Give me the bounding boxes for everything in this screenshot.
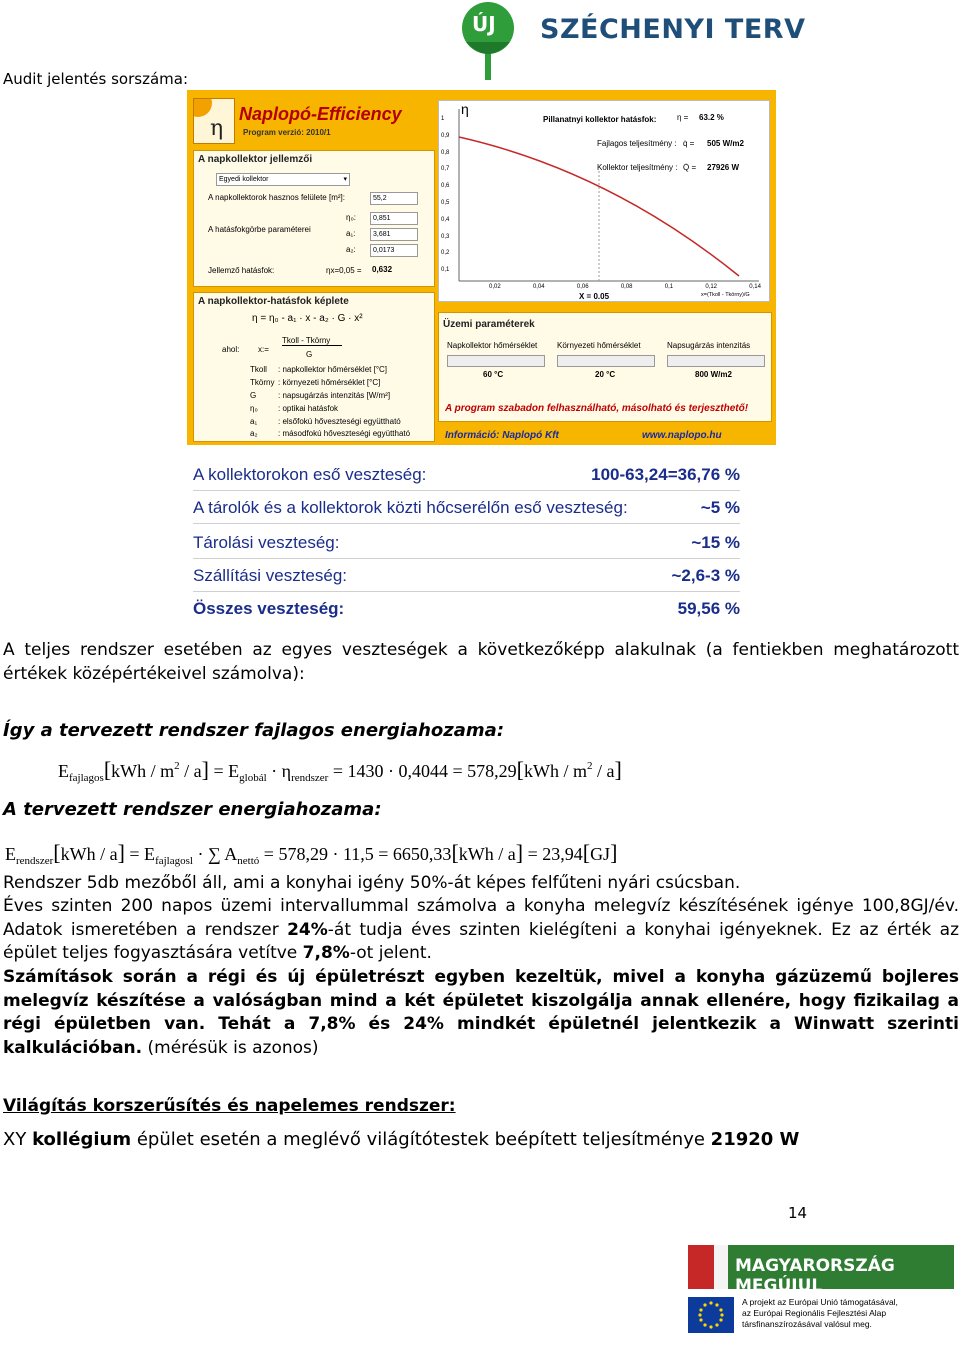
- a2-label: a₂:: [346, 245, 356, 254]
- total-power-symbol: Q̇ =: [683, 163, 697, 172]
- slider-label: Napsugárzás intenzitás: [667, 341, 751, 350]
- eu-line: társfinanszírozásával valósul meg.: [742, 1319, 872, 1329]
- bracket: ]: [515, 840, 524, 865]
- x-tick: 0,02: [489, 284, 501, 290]
- eta-value: 63.2 %: [699, 113, 724, 122]
- text: Éves szinten 200 napos üzemi intervallummal számolva a konyha melegvíz készítésének igénye 100,8GJ/év. Adatok ismeretében a rendszer: [3, 896, 959, 940]
- text: XY: [3, 1129, 33, 1150]
- bracket: ]: [614, 757, 622, 782]
- bracket: ]: [201, 757, 209, 782]
- paragraph-lighting: [3, 1129, 799, 1150]
- where-label: ahol:: [222, 345, 240, 354]
- bracket: ]: [117, 840, 125, 865]
- slider-value: 20 °C: [595, 370, 616, 379]
- efficiency-graph: [438, 100, 770, 302]
- graph-title: Pillanatnyi kollektor hatásfok:: [543, 115, 657, 124]
- a1-label: a₁:: [346, 229, 356, 238]
- x-tick: 0,08: [620, 284, 633, 290]
- audit-number-label: Audit jelentés sorszáma:: [3, 70, 188, 88]
- def-symbol: Tkörny: [250, 378, 275, 387]
- hungarian-flag-white: [714, 1245, 728, 1289]
- collector-panel: [193, 150, 435, 287]
- efficiency-formula: η = η₀ - a₁ · x - a₂ · G · x²: [252, 313, 363, 324]
- x-axis-label: x=(Tkoll - Tkörny)/G: [701, 292, 750, 298]
- eu-funding-text: [742, 1297, 898, 1330]
- graph-y-title: η: [461, 101, 469, 117]
- loss-total-value: 59,56 %: [677, 599, 740, 618]
- y-tick: 0,4: [441, 216, 450, 223]
- f-unit: / a: [596, 761, 615, 781]
- formula-system-yield: [5, 840, 617, 867]
- svg-text:η: η: [210, 116, 224, 141]
- def-text: : elsőfokú hőveszteségi együttható: [278, 417, 401, 426]
- def-symbol: G: [250, 391, 257, 400]
- x-tick: 0,1: [664, 284, 674, 290]
- y-tick: 0,6: [441, 183, 450, 190]
- info-website-link[interactable]: www.naplopo.hu: [642, 430, 722, 441]
- x-tick: 0,06: [576, 284, 589, 290]
- loss-label: A kollektorokon eső veszteség:: [193, 465, 427, 484]
- formula-panel: [193, 292, 435, 442]
- loss-label: Szállítási veszteség:: [193, 566, 348, 585]
- naplopo-app-screenshot: [187, 90, 776, 445]
- divider: [193, 558, 740, 559]
- f-unit: GJ: [590, 844, 611, 864]
- chevron-down-icon: ▾: [343, 176, 347, 183]
- f-calc: = 578,29 · 11,5 = 6650,33: [263, 844, 452, 864]
- app-version: Program verzió: 2010/1: [243, 128, 331, 137]
- paragraph-annual-demand: [3, 895, 959, 966]
- bracket: [: [103, 757, 112, 782]
- hungarian-flag-red: [688, 1245, 714, 1289]
- bracket: [: [53, 840, 61, 865]
- f-eq: = E: [213, 761, 240, 781]
- intro-paragraph: A teljes rendszer esetében az egyes veszteségek a következőképp alakulnak (a fentiekben meghatározott értékek középértékeivel számolva):: [3, 640, 959, 684]
- x-denominator: G: [306, 350, 313, 359]
- y-tick: 0,5: [441, 199, 450, 206]
- y-tick: 0,7: [441, 166, 450, 173]
- x-numerator: Tkoll - Tkörny: [282, 336, 342, 346]
- def-text: : optikai hatásfok: [278, 404, 339, 413]
- def-text: : környezeti hőmérséklet [°C]: [278, 378, 381, 387]
- f-sub: globál: [239, 772, 267, 784]
- f-symbol: E: [5, 844, 16, 864]
- paragraph-fields: Rendszer 5db mezőből áll, ami a konyhai igény 50%-át képes felfűteni nyári csúcsban.: [3, 873, 741, 893]
- def-text: : napkollektor hőmérséklet [°C]: [278, 365, 388, 374]
- divider: [193, 523, 740, 524]
- f-eta: · η: [271, 761, 292, 781]
- text: -ot jelent.: [349, 943, 432, 963]
- y-tick: 1: [441, 116, 445, 122]
- f-calc: = 1430 · 0,4044 = 578,29: [332, 761, 517, 781]
- f-unit: kWh / a: [458, 844, 516, 864]
- f-unit: kWh / a: [60, 844, 118, 864]
- area-label: A napkollektorok hasznos felülete [m²]:: [208, 193, 345, 202]
- bracket: ]: [610, 840, 618, 865]
- heading-system-yield: A tervezett rendszer energiahozama:: [3, 799, 382, 820]
- eu-line: az Európai Regionális Fejlesztési Alap: [742, 1308, 887, 1318]
- text: (mérésük is azonos): [142, 1037, 319, 1058]
- divider: [193, 490, 740, 491]
- a2-input[interactable]: 0,0173: [370, 244, 418, 257]
- text-bold: kollégium: [32, 1129, 132, 1150]
- y-tick: 0,3: [441, 233, 450, 240]
- power-label: Fajlagos teljesítmény :: [597, 139, 677, 148]
- szechenyi-terv-brand: SZÉCHENYI TERV: [540, 14, 806, 45]
- eu-line: A projekt az Európai Unió támogatásával,: [742, 1297, 898, 1307]
- eta0-label: η₀:: [346, 213, 356, 222]
- loss-value: ~5 %: [700, 498, 740, 517]
- f-unit: kWh / m: [111, 761, 175, 781]
- f-sub: nettó: [237, 855, 260, 867]
- app-title: Naplopó-Efficiency: [239, 104, 402, 124]
- f-sub: fajlagos: [69, 772, 104, 784]
- loss-label: Tárolási veszteség:: [193, 533, 340, 552]
- y-tick: 0,9: [441, 132, 450, 139]
- loss-value: ~2,6-3 %: [671, 566, 740, 585]
- loss-value: ~15 %: [691, 533, 740, 552]
- formula-panel-heading: A napkollektor-hatásfok képlete: [198, 296, 349, 307]
- characteristic-value: 0,632: [372, 265, 393, 274]
- total-power-label: Kollektor teljesítmény :: [597, 163, 678, 172]
- highlight-percent: 7,8%: [302, 943, 350, 963]
- area-input[interactable]: 55,2: [370, 192, 418, 205]
- heading-specific-yield: Így a tervezett rendszer fajlagos energiahozama:: [3, 720, 505, 741]
- x-tick: 0,12: [705, 284, 718, 290]
- formula-specific-yield: [58, 757, 622, 784]
- def-text: : napsugárzás intenzitás [W/m²]: [278, 391, 391, 400]
- heading-lighting: Világítás korszerűsítés és napelemes rendszer:: [3, 1096, 456, 1116]
- ambient-temp-slider[interactable]: [557, 355, 655, 367]
- f-sup: 2: [174, 760, 180, 772]
- szechenyi-logo-letters: ÚJ: [472, 12, 496, 36]
- eu-flag-icon: [688, 1297, 734, 1333]
- curve-label: A hatásfokgörbe paraméterei: [208, 225, 311, 234]
- text: -át tudja éves szinten kielégíteni a konyhai igényeknek. Ez az érték az épület teljes fogyasztására vetítve: [3, 919, 959, 963]
- text-bold: 21920 W: [710, 1129, 800, 1150]
- f-eq: = E: [129, 844, 156, 864]
- f-sub: fajlagosl: [155, 855, 193, 867]
- power-symbol: q̇ =: [683, 139, 695, 148]
- loss-total-label: Összes veszteség:: [193, 599, 345, 618]
- def-symbol: a₁: [250, 417, 258, 426]
- magyarorszag-megujul-logo: MAGYARORSZÁG MEGÚJUL: [735, 1256, 895, 1296]
- collector-panel-heading: A napkollektor jellemzői: [198, 154, 313, 165]
- f-sub: rendszer: [291, 772, 329, 784]
- x-definition: x:=: [258, 345, 269, 354]
- characteristic-symbol: ηx=0,05 =: [326, 266, 362, 275]
- def-symbol: Tkoll: [250, 365, 267, 374]
- total-power-value: 27926 W: [707, 163, 740, 172]
- collector-type-select[interactable]: [216, 173, 350, 186]
- graph-x-ticks: [489, 284, 761, 290]
- eta0-input[interactable]: 0,851: [370, 212, 418, 225]
- x-value: X = 0.05: [579, 292, 610, 301]
- y-tick: 0,1: [441, 267, 450, 274]
- graph-y-ticks: [441, 111, 449, 279]
- f-sub: rendszer: [16, 855, 54, 867]
- collector-type-value: Egyedi kollektor: [219, 176, 269, 183]
- slider-label: Környezeti hőmérséklet: [557, 341, 641, 350]
- collector-temp-slider[interactable]: [447, 355, 545, 367]
- x-tick: 0,04: [532, 284, 545, 290]
- f-calc: = 23,94: [527, 844, 583, 864]
- bracket: [: [451, 840, 459, 865]
- radiation-slider[interactable]: [667, 355, 765, 367]
- operating-heading: Üzemi paraméterek: [443, 319, 535, 330]
- divider: [193, 591, 740, 592]
- bracket: [: [582, 840, 591, 865]
- bracket: [: [516, 757, 524, 782]
- y-tick: 0,8: [441, 149, 450, 156]
- f-sup: 2: [586, 760, 593, 772]
- x-tick: 0,14: [749, 284, 761, 290]
- characteristic-label: Jellemző hatásfok:: [208, 266, 275, 275]
- f-symbol: E: [58, 761, 69, 781]
- highlight-percent: 24%: [287, 919, 328, 940]
- naplopo-logo-icon: [193, 98, 235, 144]
- f-unit: / a: [184, 761, 202, 781]
- def-symbol: η₀: [250, 404, 258, 413]
- text-bold: Számítások során a régi és új épületrészt egyben kezeltük, mivel a konyha gázüzemű bojleres melegvíz készítése a valóságban mind a két épületet kiszolgálja annak ellenére, hogy fizikailag a régi épületben van. Tehát a 7,8% és 24% mindkét épületnél jelentkezik a Winwatt szerinti kalkulációban.: [3, 967, 959, 1058]
- power-value: 505 W/m2: [707, 139, 744, 148]
- y-tick: 0,2: [441, 250, 450, 257]
- slider-value: 800 W/m2: [695, 370, 732, 379]
- text: épület esetén a meglévő világítótestek beépített teljesítménye: [131, 1129, 711, 1150]
- loss-value: 100-63,24=36,76 %: [591, 465, 740, 484]
- page-number: 14: [788, 1204, 808, 1222]
- f-unit: kWh / m: [523, 761, 587, 781]
- info-company: Információ: Naplopó Kft: [445, 430, 559, 441]
- license-notice: A program szabadon felhasználható, másolható és terjeszthető!: [445, 403, 749, 414]
- def-text: : másodfokú hőveszteségi együttható: [278, 429, 411, 438]
- eta-symbol: η =: [677, 113, 689, 122]
- def-symbol: a₂: [250, 429, 258, 438]
- paragraph-calculation-note: [3, 966, 959, 1060]
- f-sum: · ∑ A: [197, 844, 238, 864]
- slider-value: 60 °C: [483, 370, 504, 379]
- operating-panel: [438, 312, 772, 422]
- slider-label: Napkollektor hőmérséklet: [447, 341, 538, 350]
- a1-input[interactable]: 3,681: [370, 228, 418, 241]
- loss-label: A tárolók és a kollektorok közti hőcserélőn eső veszteség:: [193, 498, 628, 517]
